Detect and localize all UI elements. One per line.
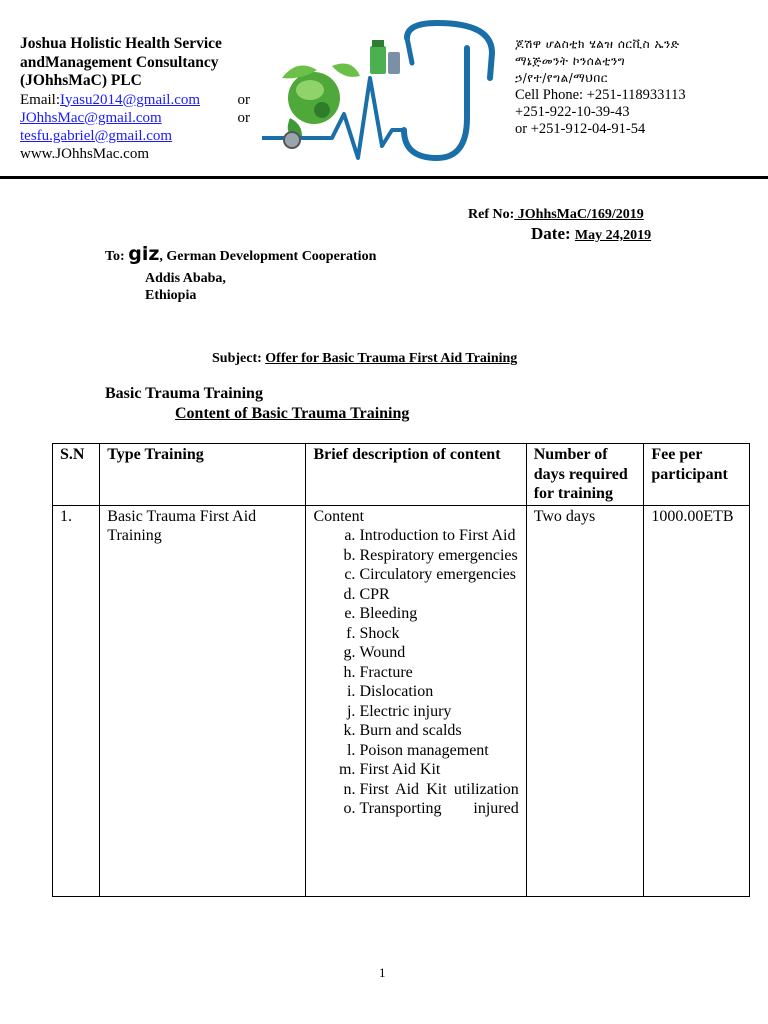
header-type: Type Training (100, 444, 306, 506)
email-link-2[interactable]: JOhhsMac@gmail.com (20, 109, 162, 126)
amharic-name-line2: ማኔጅመንት ኮንሰልቲንግ (515, 54, 626, 68)
ref-value: JOhhsMaC/169/2019 (514, 207, 644, 222)
training-content-table (52, 443, 750, 897)
content-intro: Content (313, 507, 365, 525)
list-item: k. Burn and scalds (359, 721, 518, 741)
content-list (313, 526, 518, 819)
list-item: b. Respiratory emergencies (359, 546, 518, 566)
subject-value: Offer for Basic Trauma First Aid Training (265, 351, 518, 366)
phone-2: +251-922-10-39-43 (515, 104, 630, 120)
cell-type: Basic Trauma First Aid Training (100, 505, 306, 896)
list-item: m. First Aid Kit (359, 760, 518, 780)
recipient-city: Addis Ababa, (145, 271, 226, 286)
reference-number (468, 207, 644, 223)
list-item: a. Introduction to First Aid (359, 526, 518, 546)
org-name-line2: andManagement Consultancy (20, 53, 219, 71)
header-divider (0, 176, 768, 179)
phone-1: Cell Phone: +251-118933113 (515, 87, 686, 103)
recipient-short-name: giz (128, 243, 160, 265)
recipient-name: , German Development Cooperation (159, 249, 377, 264)
section-title: Basic Trauma Training (105, 385, 263, 402)
date-value: May 24,2019 (574, 228, 652, 243)
list-item: d. CPR (359, 585, 518, 605)
list-item: g. Wound (359, 643, 518, 663)
header-sn: S.N (53, 444, 100, 506)
email-row-2 (20, 109, 250, 127)
to-label: To: (105, 249, 125, 264)
header-fee: Fee per participant (644, 444, 750, 506)
org-name-line1: Joshua Holistic Health Service (20, 35, 222, 52)
email-link-1[interactable]: Iyasu2014@gmail.com (60, 91, 201, 108)
header-description: Brief description of content (306, 444, 526, 506)
or-text-2: or (237, 109, 250, 126)
amharic-name-line3: ኃ/የተ/የግል/ማህበር (515, 71, 608, 85)
list-item: e. Bleeding (359, 604, 518, 624)
cell-fee: 1000.00ETB (644, 505, 750, 896)
amharic-name-line1: ጆሽዋ ሆልስቲክ ሄልዝ ሰርቪስ ኤንድ (515, 37, 680, 51)
organization-block (20, 35, 250, 163)
list-item: h. Fracture (359, 663, 518, 683)
table-header-row (53, 444, 750, 506)
table-title: Content of Basic Trauma Training (175, 405, 410, 422)
header-days: Number of days required for training (526, 444, 644, 506)
or-text-1: or (237, 91, 250, 108)
subject-label: Subject: (212, 351, 262, 366)
recipient-line (105, 243, 377, 265)
recipient-address (145, 270, 226, 304)
phone-3: or +251-912-04-91-54 (515, 121, 646, 137)
list-item: n. First Aid Kit utilization (359, 780, 518, 800)
table-row (53, 505, 750, 896)
org-name-line3: (JOhhsMaC) PLC (20, 72, 142, 89)
page-number: 1 (379, 965, 386, 980)
list-item: j. Electric injury (359, 702, 518, 722)
letter-date (531, 224, 651, 244)
cell-days: Two days (526, 505, 644, 896)
list-item: f. Shock (359, 624, 518, 644)
email-link-3[interactable]: tesfu.gabriel@gmail.com (20, 127, 173, 144)
date-label: Date: (531, 224, 571, 243)
ref-label: Ref No: (468, 207, 515, 222)
email-label: Email: (20, 91, 60, 108)
cell-description (306, 505, 526, 896)
list-item: i. Dislocation (359, 682, 518, 702)
contact-block (515, 36, 760, 138)
website-text: www.JOhhsMac.com (20, 145, 150, 162)
recipient-country: Ethiopia (145, 288, 197, 303)
email-row-1 (20, 91, 250, 109)
list-item: c. Circulatory emergencies (359, 565, 518, 585)
subject-line (212, 351, 517, 367)
cell-sn: 1. (53, 505, 100, 896)
stethoscope-logo-icon (262, 18, 502, 163)
list-item: o. Transporting injured (359, 799, 518, 819)
list-item: l. Poison management (359, 741, 518, 761)
